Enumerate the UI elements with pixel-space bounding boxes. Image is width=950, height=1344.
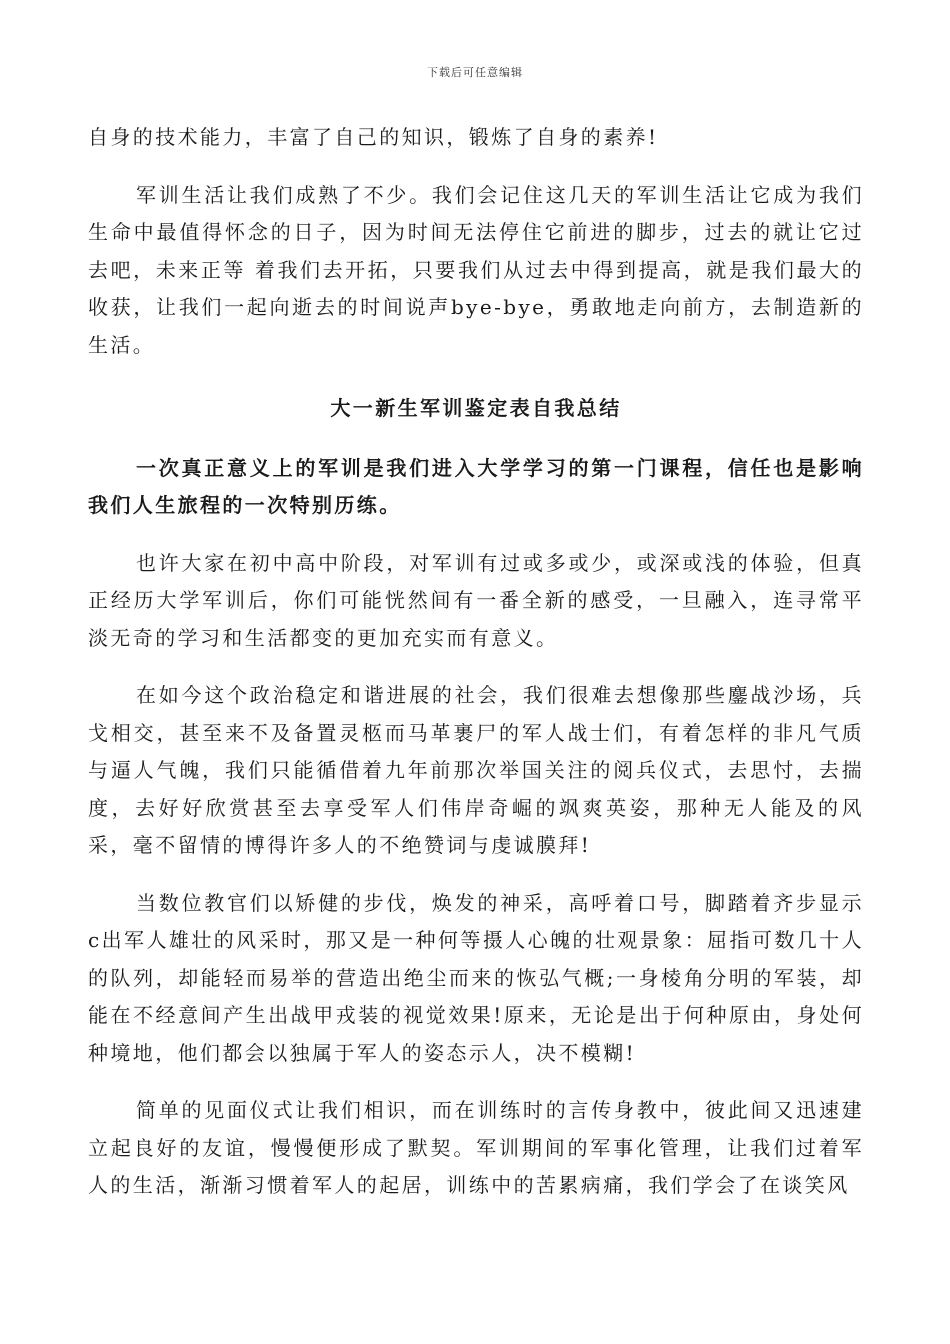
paragraph-society: 在如今这个政治稳定和谐进展的社会，我们很难去想像那些鏖战沙场，兵戈相交，甚至来不及备置灵柩而马革裹尸的军人战士们，有着怎样的非凡气质与逼人气魄，我们只能循借着九年前那次举国关注的阅兵仪式，去思忖，去揣度，去好好欣赏甚至去享受军人们伟岸奇崛的飒爽英姿，那种无人能及的风采，毫不留情的博得许多人的不绝赞词与虔诚膜拜! xyxy=(88,683,864,857)
document-body xyxy=(88,119,864,1205)
paragraph-friendship: 简单的见面仪式让我们相识，而在训练时的言传身教中，彼此间又迅速建立起良好的友谊，慢慢便形成了默契。军训期间的军事化管理，让我们过着军人的生活，渐渐习惯着军人的起居，训练中的苦累病痛，我们学会了在谈笑风 xyxy=(88,1098,864,1197)
paragraph-bold-intro: 一次真正意义上的军训是我们进入大学学习的第一门课程，信任也是影响我们人生旅程的一次特别历练。 xyxy=(88,455,864,517)
paragraph-experience: 也许大家在初中高中阶段，对军训有过或多或少，或深或浅的体验，但真正经历大学军训后，你们可能恍然间有一番全新的感受，一旦融入，连寻常平淡无奇的学习和生活都变的更加充实而有意义。 xyxy=(88,550,864,650)
paragraph-instructors: 当数位教官们以矫健的步伐，焕发的神采，高呼着口号，脚踏着齐步显示c出军人雄壮的风采时，那又是一种何等摄人心魄的壮观景象：屈指可数几十人的队列，却能轻而易举的营造出绝尘而来的恢弘气概;一身棱角分明的军装，却能在不经意间产生出战甲戎装的视觉效果!原来，无论是出于何种原由，身处何种境地，他们都会以独属于军人的姿态示人，决不模糊! xyxy=(88,890,864,1065)
section-title: 大一新生军训鉴定表自我总结 xyxy=(330,396,622,420)
paragraph-closing: 军训生活让我们成熟了不少。我们会记住这几天的军训生活让它成为我们生命中最值得怀念的日子，因为时间无法停住它前进的脚步，过去的就让它过去吧，未来正等 着我们去开拓，只要我们从过去中得到提高，就是我们最大的收获，让我们一起向逝去的时间说声bye-bye，勇敢地走向前方，去制造新的生活。 xyxy=(88,182,864,357)
paragraph-continuation: 自身的技术能力，丰富了自己的知识，锻炼了自身的素养! xyxy=(88,125,659,149)
page-header: 下载后可任意编辑 xyxy=(427,66,523,79)
